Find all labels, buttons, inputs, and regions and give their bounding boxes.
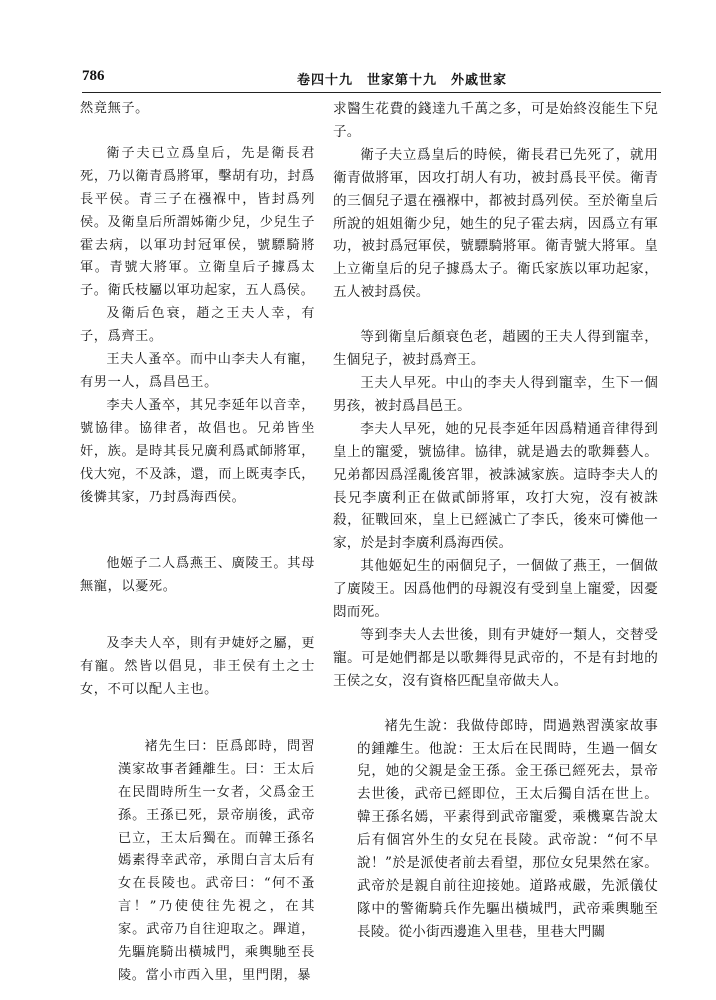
paragraph: 及衛后色衰，趙之王夫人幸，有子，爲齊王。	[80, 306, 315, 345]
running-header	[82, 68, 661, 93]
paragraph: 其他姬妃生的兩個兒子，一個做了燕王，一個做了廣陵王。因爲他們的母親沒有受到皇上寵愛，因憂悶而死。	[333, 558, 658, 621]
paragraph: 衛子夫已立爲皇后，先是衛長君死，乃以衛青爲將軍，擊胡有功，封爲長平侯。青三子在襁褓中，皆封爲列侯。及衛皇后所謂姊衛少兒，少兒生子霍去病，以軍功封冠軍侯，號驃騎將軍。青號大將軍。立衛皇后子據爲太子。衛氏枝屬以軍功起家，五人爲侯。	[80, 145, 315, 299]
chapter-title: 卷四十九 世家第十九 外戚世家	[297, 73, 508, 88]
paragraph: 李夫人早死，她的兄長李延年因爲精通音律得到皇上的寵愛，號協律。協律，就是過去的歌舞藝人。兄弟都因爲淫亂後宮罪，被誅滅家族。這時李夫人的長兄李廣利正在做貳師將軍，攻打大宛，沒有被誅殺，征戰回來，皇上已經滅亡了李氏，後來可憐他一家，於是封李廣利爲海西侯。	[333, 420, 658, 552]
paragraph: 衛子夫立爲皇后的時候，衛長君已先死了，就用衛青做將軍，因攻打胡人有功，被封爲長平侯。衛青的三個兒子還在襁褓中，都被封爲列侯。至於衛皇后所說的姐姐衛少兒，她生的兒子霍去病，因爲立有軍功，被封爲冠軍侯，號驃騎將軍。衛青號大將軍。皇上立衛皇后的兒子據爲太子。衛氏家族以軍功起家，五人被封爲侯。	[333, 146, 658, 301]
commentary-paragraph: 褚先生說：我做侍郎時，問過熟習漢家故事的鍾離生。他說：王太后在民間時，生過一個女兒，她的父親是金王孫。金王孫已經死去，景帝去世後，武帝已經即位，王太后獨自活在世上。韓王孫名嫣，平素得到武帝寵愛，乘機稟告說太后有個宮外生的女兒在長陵。武帝說：“何不早說！”於是派使者前去看望，那位女兒果然在家。武帝於是親自前往迎接她。道路戒嚴，先派儀仗隊中的警衛騎兵作先驅出橫城門，武帝乘輿馳至長陵。從小街西邊進入里巷，里巷大門關	[357, 717, 658, 940]
paragraph: 等到李夫人去世後，則有尹婕妤一類人，交替受寵。可是她們都是以歌舞得見武帝的，不是有封地的王侯之女，沒有資格匹配皇帝做夫人。	[333, 626, 658, 689]
paragraph: 王夫人蚤卒。而中山李夫人有寵，有男一人，爲昌邑王。	[80, 352, 315, 390]
classical-text-column	[80, 98, 315, 988]
commentary-paragraph: 褚先生曰：臣爲郎時，問習漢家故事者鍾離生。曰：王太后在民間時所生一女者，父爲金王孫。王孫已死，景帝崩後，武帝已立，王太后獨在。而韓王孫名嫣素得幸武帝，承閒白言太后有女在長陵也。武帝曰：“何不蚤言！”乃使使往先視之，在其家。武帝乃自往迎取之。蹕道，先驅旄騎出橫城門，乘輿馳至長陵。當小市西入里，里門閉，暴	[118, 738, 315, 983]
paragraph: 王夫人早死。中山的李夫人得到寵幸，生下一個男孩，被封爲昌邑王。	[333, 374, 658, 414]
page-number: 786	[82, 68, 105, 84]
paragraph: 及李夫人卒，則有尹婕妤之屬，更有寵。然皆以倡見，非王侯有土之士女，不可以配人主也。	[80, 636, 315, 698]
paragraph: 然竟無子。	[80, 101, 149, 116]
paragraph: 李夫人蚤卒，其兄李延年以音幸，號協律。協律者，故倡也。兄弟皆坐奸，族。是時其長兄廣利爲貳師將軍，伐大宛，不及誅，還，而上既夷李氏，後憐其家，乃封爲海西侯。	[80, 397, 315, 505]
paragraph: 他姬子二人爲燕王、廣陵王。其母無寵，以憂死。	[80, 556, 315, 595]
paragraph: 等到衛皇后顏衰色老，趙國的王夫人得到寵幸，生個兒子，被封爲齊王。	[333, 329, 658, 369]
translation-column	[333, 98, 658, 944]
paragraph: 求醫生花費的錢達九千萬之多，可是始終沒能生下兒子。	[333, 101, 658, 140]
